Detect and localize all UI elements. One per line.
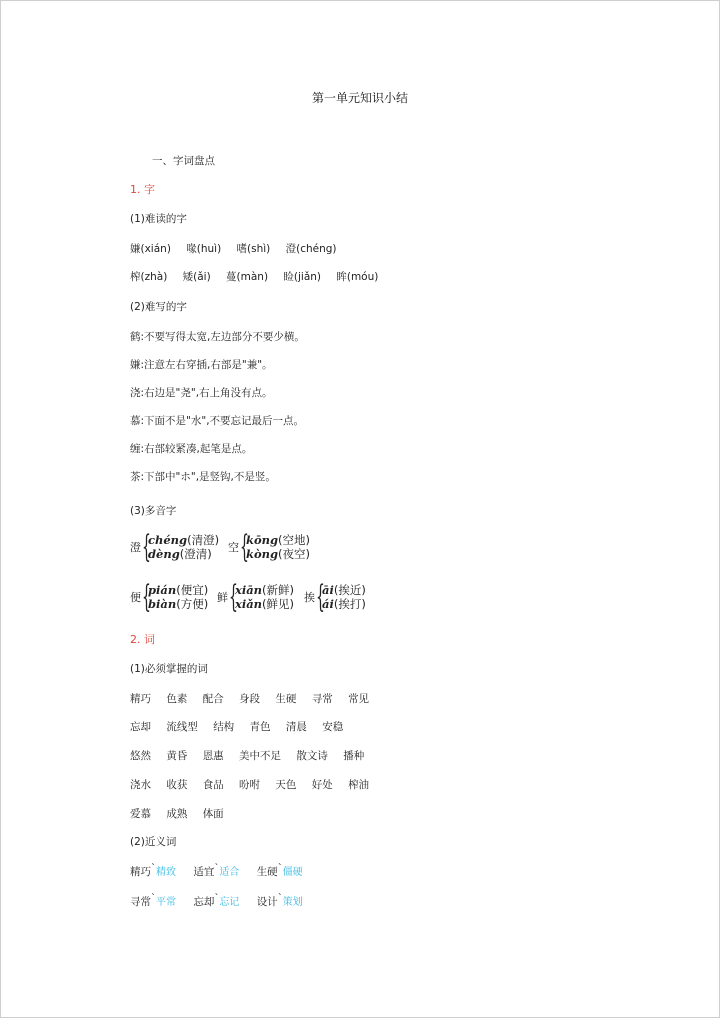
word-item: 吩咐 [239,779,261,791]
word: (新鲜) [262,583,295,597]
word-item: 青色 [249,721,271,733]
subheading-hard-to-write: (2)难写的字 [130,301,187,313]
pinyin: biàn [148,597,177,611]
part-heading-characters: 1. 字 [130,183,155,196]
polyphone-char: 便 [130,591,141,604]
char-item: 榨(zhà) [130,271,168,283]
polyphone-group [217,579,295,615]
word: (鲜见) [262,597,295,611]
word-item: 色素 [166,693,188,705]
polyphone-group [228,529,311,565]
word-item: 流线型 [166,721,198,733]
word-item: 榨油 [348,779,370,791]
word-item: 散文诗 [296,750,328,762]
word-item: 寻常 [311,693,333,705]
word-item: 成熟 [166,808,188,820]
connector-mark-icon: ˋ [214,893,220,904]
word: (便宜) [176,583,209,597]
hard-write-note: 慕:下面不是"水",不要忘记最后一点。 [130,415,305,427]
word-item: 播种 [343,750,365,762]
synonym-answer: 精致 [156,867,176,878]
subheading-synonyms: (2)近义词 [130,836,177,848]
pinyin: kōng [246,533,279,547]
word: (空地) [278,533,311,547]
word-row [130,691,369,706]
hard-write-note: 鹤:不要写得太宽,左边部分不要少横。 [130,331,305,343]
char-item: 睑(jiǎn) [283,271,322,283]
hard-write-note: 浇:右边是"尧",右上角没有点。 [130,387,273,399]
hard-write-note: 嫌:注意左右穿插,右部是"兼"。 [130,359,273,371]
word-item: 浇水 [130,779,151,791]
pinyin: āi [322,583,334,597]
synonym-word: 寻常 [130,896,151,908]
word-item: 生硬 [275,693,297,705]
hard-write-note: 茶:下部中"ホ",是竖钩,不是竖。 [130,471,276,483]
char-item: 蔓(màn) [226,271,269,283]
synonym-row [130,893,317,909]
word-item: 爱慕 [130,808,151,820]
word: (清澄) [187,533,220,547]
word-item: 体面 [202,808,224,820]
word-item: 食品 [202,779,224,791]
connector-mark-icon: ˋ [151,893,156,904]
brace-icon: { [316,579,325,615]
synonym-word: 适宜 [193,866,215,878]
polyphone-char: 澄 [130,541,141,554]
synonym-word: 精巧 [130,866,151,878]
connector-mark-icon: ˋ [277,893,283,904]
pinyin: ái [322,597,334,611]
brace-icon: { [240,529,249,565]
hard-read-row-1 [130,241,337,256]
brace-icon: { [229,579,238,615]
word-item: 忘却 [130,721,151,733]
connector-mark-icon: ˋ [151,863,156,874]
hard-read-row-2 [130,269,378,284]
connector-mark-icon: ˋ [277,863,283,874]
pinyin: kòng [246,547,279,561]
word-item: 悠然 [130,750,151,762]
polyphone-group [304,579,366,615]
word-row [130,806,224,821]
synonym-answer: 适合 [219,867,240,878]
synonym-answer: 策划 [282,897,303,908]
char-item: 嫌(xián) [130,243,171,255]
pinyin: xiān [235,583,263,597]
char-item: 澄(chéng) [285,243,337,255]
pinyin: chéng [148,533,188,547]
synonym-word: 生硬 [256,866,278,878]
subheading-required-words: (1)必须掌握的词 [130,663,208,675]
word-item: 美中不足 [239,750,282,762]
subheading-hard-to-read: (1)难读的字 [130,213,187,225]
char-item: 矮(ǎi) [182,271,211,283]
word-item: 安稳 [322,721,344,733]
pinyin: xiǎn [235,597,263,611]
word: (方便) [176,597,209,611]
word: (澄清) [179,547,212,561]
word: (夜空) [278,547,311,561]
word-item: 结构 [213,721,235,733]
word-item: 收获 [166,779,188,791]
brace-icon: { [142,529,151,565]
word: (挨近) [333,583,366,597]
synonym-row [130,863,317,879]
word-item: 常见 [348,693,370,705]
word-item: 好处 [311,779,333,791]
word-item: 精巧 [130,693,151,705]
word-item: 配合 [202,693,224,705]
polyphone-group [130,579,209,615]
page-title: 第一单元知识小结 [311,91,408,105]
word-row [130,777,369,792]
word-item: 身段 [239,693,261,705]
hard-write-note: 缠:右部较紧凑,起笔是点。 [130,443,253,455]
word-item: 天色 [275,779,297,791]
pinyin: dèng [148,547,180,561]
word-item: 恩惠 [202,750,224,762]
polyphone-char: 空 [228,541,239,554]
char-item: 眸(móu) [336,271,379,283]
synonym-word: 忘却 [193,896,215,908]
polyphone-char: 鲜 [217,591,228,604]
polyphone-char: 挨 [304,591,315,604]
word-item: 黄昏 [166,750,188,762]
pinyin: pián [148,583,177,597]
connector-mark-icon: ˋ [214,863,220,874]
word-item: 清晨 [285,721,307,733]
synonym-answer: 忘记 [219,897,240,908]
char-item: 嗜(shì) [236,243,271,255]
synonym-answer: 平常 [156,897,176,908]
word-row [130,719,343,734]
synonym-word: 设计 [256,896,278,908]
synonym-answer: 僵硬 [282,867,303,878]
brace-icon: { [142,579,151,615]
polyphone-group [130,529,220,565]
word-row [130,748,364,763]
section-heading: 一、字词盘点 [152,155,215,167]
part-heading-words: 2. 词 [130,633,155,646]
char-item: 喙(huì) [186,243,222,255]
word: (挨打) [333,597,366,611]
subheading-polyphones: (3)多音字 [130,505,177,517]
